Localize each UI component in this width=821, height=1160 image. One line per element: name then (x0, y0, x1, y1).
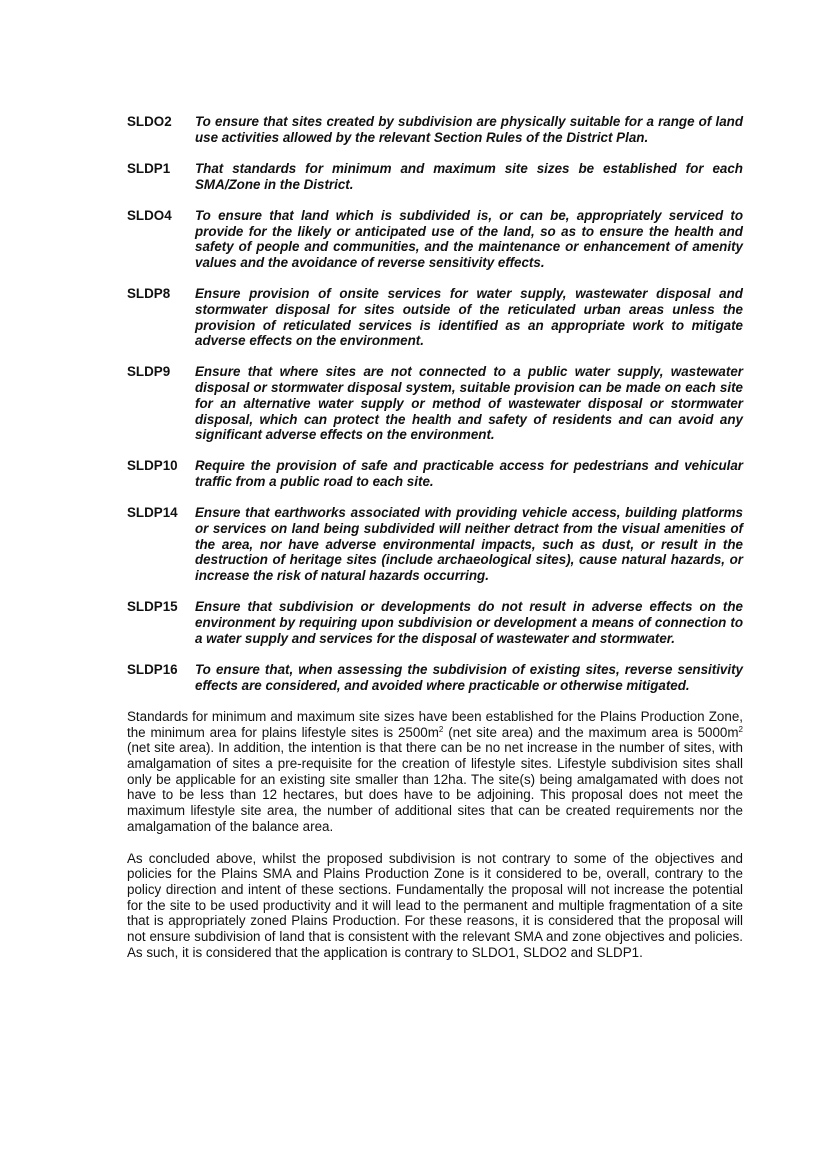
policy-code: SLDP15 (127, 599, 178, 615)
policy-item (127, 458, 743, 489)
site-size-paragraph (127, 709, 743, 835)
policy-code: SLDO4 (127, 207, 172, 223)
policy-text: To ensure that sites created by subdivision are physically suitable for a range of land use activities allowed by the relevant Section Rules of the District Plan. (195, 114, 743, 145)
policy-item (127, 599, 743, 646)
policy-code: SLDP8 (127, 286, 171, 302)
policy-item (127, 505, 743, 584)
conclusion-paragraph: As concluded above, whilst the proposed subdivision is not contrary to some of the objectives and policies for the Plains SMA and Plains Production Zone is it considered to be, overall, contrary to the policy direction and intent of these sections. Fundamentally the proposal will not increase the potential for the site to be used productivity and it will lead to the permanent and multiple fragmentation of a site that is appropriately zoned Plains Production. For these reasons, it is considered that the proposal will not ensure subdivision of land that is consistent with the relevant SMA and zone objectives and policies. As such, it is considered that the application is contrary to SLDO1, SLDO2 and SLDP1. (127, 850, 743, 960)
policy-item (127, 161, 743, 192)
policy-item (127, 208, 743, 271)
policy-text: To ensure that, when assessing the subdivision of existing sites, reverse sensitivity effects are considered, and avoided where practicable or otherwise mitigated. (195, 661, 743, 693)
policy-text: That standards for minimum and maximum site sizes be established for each SMA/Zone in the District. (195, 160, 743, 192)
policy-item (127, 114, 743, 145)
policy-code: SLDO2 (127, 114, 172, 129)
policy-item (127, 662, 743, 693)
paragraph-text: Standards for minimum and maximum site sizes have been established for the Plains Production Zone, the minimum area for plains lifestyle sites is 2500m (127, 708, 743, 740)
paragraph-text: (net site area) and the maximum area is 5000m (443, 724, 739, 740)
policy-code: SLDP9 (127, 364, 171, 380)
policy-code: SLDP14 (127, 505, 178, 521)
policy-code: SLDP10 (127, 458, 178, 474)
policy-code: SLDP16 (127, 661, 178, 677)
policy-text: Ensure provision of onsite services for water supply, wastewater disposal and stormwater disposal for sites outside of the reticulated urban areas unless the provision of reticulated services is identified as an appropriate work to mitigate adverse effects on the environment. (195, 286, 743, 349)
policy-text: Require the provision of safe and practicable access for pedestrians and vehicular traffic from a public road to each site. (195, 458, 743, 490)
policy-code: SLDP1 (127, 160, 171, 176)
document-page (127, 114, 743, 976)
superscript: 2 (438, 724, 444, 734)
policy-item (127, 364, 743, 443)
superscript: 2 (738, 724, 743, 734)
policy-text: Ensure that earthworks associated with providing vehicle access, building platforms or services on land being subdivided will neither detract from the visual amenities of the area, nor have adverse environmental impacts, such as dust, or result in the destruction of heritage sites (include archaeological sites), cause natural hazards, or increase the risk of natural hazards occurring. (195, 505, 743, 584)
policy-text: Ensure that subdivision or developments do not result in adverse effects on the environment by requiring upon subdivision or development a means of connection to a water supply and services for the disposal of wastewater and stormwater. (195, 599, 743, 646)
policy-text: To ensure that land which is subdivided is, or can be, appropriately serviced to provide for the likely or anticipated use of the land, so as to ensure the health and safety of people and communities, and the maintenance or enhancement of amenity values and the avoidance of reverse sensitivity effects. (195, 207, 743, 270)
policy-text: Ensure that where sites are not connected to a public water supply, wastewater disposal or stormwater disposal system, suitable provision can be made on each site for an alternative water supply or method of wastewater disposal or stormwater disposal, which can protect the health and safety of residents and can avoid any significant adverse effects on the environment. (195, 364, 743, 443)
policy-item (127, 286, 743, 349)
paragraph-text: (net site area). In addition, the intention is that there can be no net increase in the number of sites, with amalgamation of sites a pre-requisite for the creation of lifestyle sites. Lifestyle subdivision sites shall only be applicable for an existing site smaller than 12ha. The site(s) being amalgamated with does not have to be less than 12 hectares, but does have to be adjoining. This proposal does not meet the maximum lifestyle site area, the number of additional sites that can be created requirements nor the amalgamation of the balance area. (127, 740, 743, 834)
